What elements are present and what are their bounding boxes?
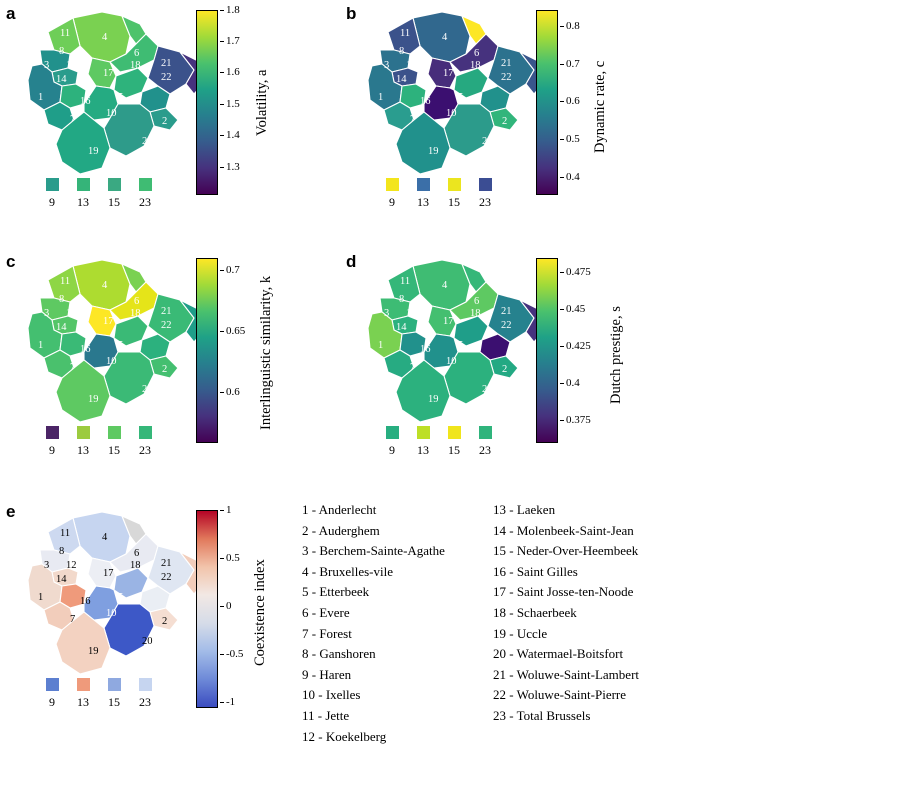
map-label-14: 14 <box>56 574 67 585</box>
list-item: 10 - Ixelles <box>302 687 361 703</box>
list-item: 7 - Forest <box>302 625 352 641</box>
map-label-5: 5 <box>458 340 464 351</box>
list-item: 23 - Total Brussels <box>493 707 591 723</box>
map-b <box>358 6 558 181</box>
map-label-18: 18 <box>130 60 141 71</box>
cbar-a-tick-1: 1.7 <box>226 35 240 47</box>
map-label-17: 17 <box>103 68 114 79</box>
list-item: 14 - Molenbeek-Saint-Jean <box>493 522 634 538</box>
panel-d <box>340 248 790 488</box>
map-label-20: 20 <box>482 384 493 395</box>
map-label-2: 2 <box>502 364 508 375</box>
legend-item-23 <box>131 426 159 458</box>
map-label-7: 7 <box>70 614 76 625</box>
map-label-19: 19 <box>88 146 99 157</box>
map-label-4: 4 <box>102 32 108 43</box>
map-label-11: 11 <box>400 28 411 39</box>
legend-item-15 <box>100 678 128 710</box>
legend-swatch-23 <box>479 178 492 191</box>
map-label-2: 2 <box>162 616 168 627</box>
map-label-4: 4 <box>102 280 108 291</box>
map-label-17: 17 <box>103 316 114 327</box>
cbar-c-tick-0: 0.7 <box>226 264 240 276</box>
map-label-12: 12 <box>66 60 77 71</box>
legend-label-23: 23 <box>479 443 491 457</box>
legend-e <box>38 678 168 718</box>
map-label-7: 7 <box>70 114 76 125</box>
cbar-e-tick-3: -0.5 <box>226 648 244 660</box>
map-label-10: 10 <box>446 356 457 367</box>
map-label-21: 21 <box>501 306 512 317</box>
cbar-d-tick-0: 0.475 <box>566 266 591 278</box>
colorbar-c-ticks <box>220 258 260 443</box>
list-item: 8 - Ganshoren <box>302 646 376 662</box>
panel-a-letter: a <box>6 4 16 23</box>
map-label-5: 5 <box>118 92 124 103</box>
legend-label-13: 13 <box>77 695 89 709</box>
map-label-8: 8 <box>59 46 65 57</box>
list-item: 15 - Neder-Over-Heembeek <box>493 543 639 559</box>
map-label-8: 8 <box>399 294 405 305</box>
legend-item-15 <box>100 426 128 458</box>
map-label-6: 6 <box>474 296 480 307</box>
list-item: 6 - Evere <box>302 604 350 620</box>
map-label-1: 1 <box>378 340 384 351</box>
map-label-11: 11 <box>60 528 71 539</box>
map-label-7: 7 <box>410 114 416 125</box>
map-label-1: 1 <box>38 340 44 351</box>
colorbar-d-ticks <box>560 258 606 443</box>
legend-swatch-9 <box>46 426 59 439</box>
list-item: 5 - Etterbeek <box>302 584 370 600</box>
legend-item-9 <box>38 678 66 710</box>
map-label-22: 22 <box>161 72 172 83</box>
map-label-20: 20 <box>142 636 153 647</box>
map-label-4: 4 <box>442 32 448 43</box>
legend-label-13: 13 <box>417 195 429 209</box>
colorbar-c <box>196 258 276 448</box>
map-label-18: 18 <box>130 308 141 319</box>
colorbar-e-label: Coexistence index <box>252 559 268 667</box>
list-item: 19 - Uccle <box>493 625 548 641</box>
map-label-12: 12 <box>66 308 77 319</box>
map-label-6: 6 <box>474 48 480 59</box>
list-item: 17 - Saint Josse-ten-Noode <box>493 584 634 600</box>
cbar-e-tick-2: 0 <box>226 600 232 612</box>
legend-swatch-23 <box>139 178 152 191</box>
legend-swatch-15 <box>108 178 121 191</box>
map-label-22: 22 <box>161 572 172 583</box>
map-label-19: 19 <box>88 394 99 405</box>
legend-label-9: 9 <box>389 443 395 457</box>
legend-swatch-13 <box>417 178 430 191</box>
panel-b-letter: b <box>346 4 357 23</box>
map-label-3: 3 <box>44 308 50 319</box>
map-label-10: 10 <box>106 608 117 619</box>
colorbar-e-gradient <box>196 510 218 708</box>
map-label-21: 21 <box>161 558 172 569</box>
cbar-c-tick-2: 0.6 <box>226 386 240 398</box>
legend-label-13: 13 <box>77 443 89 457</box>
panel-e <box>0 496 900 756</box>
map-label-7: 7 <box>70 362 76 373</box>
map-label-6: 6 <box>134 48 140 59</box>
legend-label-23: 23 <box>479 195 491 209</box>
map-c-svg <box>18 254 218 429</box>
list-item: 20 - Watermael-Boitsfort <box>493 646 624 662</box>
list-item: 1 - Anderlecht <box>302 502 377 517</box>
panel-b <box>340 0 790 240</box>
map-d <box>358 254 558 429</box>
map-label-11: 11 <box>400 276 411 287</box>
legend-label-23: 23 <box>139 195 151 209</box>
map-label-1: 1 <box>378 92 384 103</box>
map-label-14: 14 <box>56 322 67 333</box>
map-e <box>18 506 218 681</box>
map-label-11: 11 <box>60 28 71 39</box>
map-label-3: 3 <box>44 560 50 571</box>
cbar-a-tick-2: 1.6 <box>226 66 240 78</box>
map-label-6: 6 <box>134 548 140 559</box>
legend-swatch-9 <box>386 178 399 191</box>
map-label-20: 20 <box>482 136 493 147</box>
cbar-b-tick-1: 0.7 <box>566 58 580 70</box>
colorbar-d <box>536 258 624 448</box>
list-item: 3 - Berchem-Sainte-Agathe <box>302 543 445 559</box>
colorbar-a-gradient <box>196 10 218 195</box>
municipality-list-column-2 <box>493 500 639 727</box>
legend-swatch-15 <box>448 426 461 439</box>
map-label-21: 21 <box>161 58 172 69</box>
map-label-4: 4 <box>102 532 108 543</box>
cbar-b-tick-0: 0.8 <box>566 20 580 32</box>
map-label-8: 8 <box>59 294 65 305</box>
list-item: 12 - Koekelberg <box>302 728 387 744</box>
legend-swatch-9 <box>46 178 59 191</box>
legend-c <box>38 426 168 466</box>
cbar-a-tick-3: 1.5 <box>226 98 240 110</box>
cbar-a-tick-4: 1.4 <box>226 129 240 141</box>
list-item: 11 - Jette <box>302 707 350 723</box>
colorbar-a-label: Volatility, a <box>254 69 270 137</box>
legend-item-9 <box>38 426 66 458</box>
map-label-8: 8 <box>399 46 405 57</box>
legend-label-9: 9 <box>49 443 55 457</box>
colorbar-d-label: Dutch prestige, s <box>608 306 624 404</box>
legend-label-23: 23 <box>139 695 151 709</box>
map-label-11: 11 <box>60 276 71 287</box>
list-item: 13 - Laeken <box>493 502 556 517</box>
cbar-e-tick-4: -1 <box>226 696 236 708</box>
legend-item-15 <box>440 426 468 458</box>
cbar-c-tick-1: 0.65 <box>226 325 246 337</box>
colorbar-d-gradient <box>536 258 558 443</box>
legend-item-9 <box>378 426 406 458</box>
colorbar-c-gradient <box>196 258 218 443</box>
cbar-b-tick-3: 0.5 <box>566 133 580 145</box>
map-label-16: 16 <box>420 344 431 355</box>
colorbar-b-label: Dynamic rate, c <box>592 60 608 154</box>
cbar-e-tick-1: 0.5 <box>226 552 240 564</box>
map-label-17: 17 <box>443 316 454 327</box>
map-label-20: 20 <box>142 384 153 395</box>
list-item: 9 - Haren <box>302 666 352 682</box>
legend-item-23 <box>131 178 159 210</box>
legend-swatch-13 <box>77 178 90 191</box>
legend-swatch-23 <box>479 426 492 439</box>
map-label-2: 2 <box>502 116 508 127</box>
legend-item-13 <box>69 426 97 458</box>
map-label-18: 18 <box>470 308 481 319</box>
map-label-22: 22 <box>501 72 512 83</box>
legend-item-23 <box>471 426 499 458</box>
map-label-19: 19 <box>88 646 99 657</box>
map-label-10: 10 <box>106 108 117 119</box>
legend-item-23 <box>131 678 159 710</box>
legend-label-13: 13 <box>77 195 89 209</box>
cbar-d-tick-2: 0.425 <box>566 340 591 352</box>
map-label-1: 1 <box>38 92 44 103</box>
legend-d <box>378 426 508 466</box>
map-a <box>18 6 218 181</box>
legend-swatch-23 <box>139 678 152 691</box>
map-e-svg <box>18 506 218 681</box>
map-label-21: 21 <box>501 58 512 69</box>
legend-item-15 <box>100 178 128 210</box>
map-label-18: 18 <box>470 60 481 71</box>
legend-item-13 <box>409 426 437 458</box>
legend-label-9: 9 <box>49 195 55 209</box>
map-label-12: 12 <box>406 60 417 71</box>
municipality-list-column-1 <box>302 500 445 747</box>
map-label-17: 17 <box>443 68 454 79</box>
map-label-2: 2 <box>162 364 168 375</box>
list-item: 22 - Woluwe-Saint-Pierre <box>493 687 627 703</box>
colorbar-e <box>196 504 276 710</box>
list-item: 18 - Schaerbeek <box>493 604 577 620</box>
legend-label-15: 15 <box>108 195 120 209</box>
map-label-19: 19 <box>428 146 439 157</box>
list-item: 16 - Saint Gilles <box>493 563 578 579</box>
cbar-a-tick-0: 1.8 <box>226 4 240 16</box>
legend-item-13 <box>69 178 97 210</box>
legend-swatch-13 <box>417 426 430 439</box>
legend-swatch-15 <box>448 178 461 191</box>
legend-item-13 <box>69 678 97 710</box>
legend-swatch-15 <box>108 426 121 439</box>
colorbar-c-label: Interlinguistic similarity, k <box>258 275 274 431</box>
map-label-20: 20 <box>142 136 153 147</box>
legend-swatch-9 <box>386 426 399 439</box>
map-label-1: 1 <box>38 592 44 603</box>
map-label-16: 16 <box>80 96 91 107</box>
legend-label-15: 15 <box>108 695 120 709</box>
map-label-5: 5 <box>118 340 124 351</box>
legend-swatch-9 <box>46 678 59 691</box>
legend-label-9: 9 <box>389 195 395 209</box>
list-item: 21 - Woluwe-Saint-Lambert <box>493 666 640 682</box>
legend-swatch-15 <box>108 678 121 691</box>
map-label-7: 7 <box>410 362 416 373</box>
cbar-d-tick-1: 0.45 <box>566 303 586 315</box>
map-label-12: 12 <box>66 560 77 571</box>
map-b-svg <box>358 6 558 181</box>
map-label-19: 19 <box>428 394 439 405</box>
legend-item-9 <box>38 178 66 210</box>
map-label-22: 22 <box>161 320 172 331</box>
map-label-5: 5 <box>458 92 464 103</box>
map-label-3: 3 <box>384 60 390 71</box>
map-label-14: 14 <box>396 322 407 333</box>
legend-label-13: 13 <box>417 443 429 457</box>
map-label-14: 14 <box>56 74 67 85</box>
legend-label-9: 9 <box>49 695 55 709</box>
cbar-e-tick-0: 1 <box>226 504 232 516</box>
colorbar-b <box>536 10 606 200</box>
cbar-b-tick-4: 0.4 <box>566 171 580 183</box>
map-label-6: 6 <box>134 296 140 307</box>
map-label-12: 12 <box>406 308 417 319</box>
map-c <box>18 254 218 429</box>
map-label-16: 16 <box>80 596 91 607</box>
map-label-21: 21 <box>161 306 172 317</box>
map-label-17: 17 <box>103 568 114 579</box>
map-label-14: 14 <box>396 74 407 85</box>
legend-label-15: 15 <box>448 443 460 457</box>
map-label-16: 16 <box>80 344 91 355</box>
map-label-2: 2 <box>162 116 168 127</box>
list-item: 4 - Bruxelles-vile <box>302 563 393 579</box>
map-label-22: 22 <box>501 320 512 331</box>
cbar-a-tick-5: 1.3 <box>226 161 240 173</box>
map-label-16: 16 <box>420 96 431 107</box>
map-label-5: 5 <box>118 592 124 603</box>
panel-c-letter: c <box>6 252 16 271</box>
map-d-svg <box>358 254 558 429</box>
legend-a <box>38 178 168 218</box>
map-label-3: 3 <box>44 60 50 71</box>
panel-d-letter: d <box>346 252 357 271</box>
cbar-d-tick-3: 0.4 <box>566 377 580 389</box>
legend-item-15 <box>440 178 468 210</box>
map-label-10: 10 <box>446 108 457 119</box>
colorbar-b-gradient <box>536 10 558 195</box>
map-label-4: 4 <box>442 280 448 291</box>
legend-b <box>378 178 508 218</box>
legend-item-13 <box>409 178 437 210</box>
map-label-8: 8 <box>59 546 65 557</box>
map-label-18: 18 <box>130 560 141 571</box>
legend-item-9 <box>378 178 406 210</box>
cbar-b-tick-2: 0.6 <box>566 95 580 107</box>
map-label-10: 10 <box>106 356 117 367</box>
map-label-3: 3 <box>384 308 390 319</box>
legend-label-15: 15 <box>448 195 460 209</box>
legend-swatch-23 <box>139 426 152 439</box>
legend-label-23: 23 <box>139 443 151 457</box>
panel-e-letter: e <box>6 502 16 521</box>
colorbar-a <box>196 4 270 200</box>
legend-item-23 <box>471 178 499 210</box>
list-item: 2 - Auderghem <box>302 522 380 538</box>
legend-label-15: 15 <box>108 443 120 457</box>
map-a-svg <box>18 6 218 181</box>
legend-swatch-13 <box>77 426 90 439</box>
cbar-d-tick-4: 0.375 <box>566 414 591 426</box>
legend-swatch-13 <box>77 678 90 691</box>
